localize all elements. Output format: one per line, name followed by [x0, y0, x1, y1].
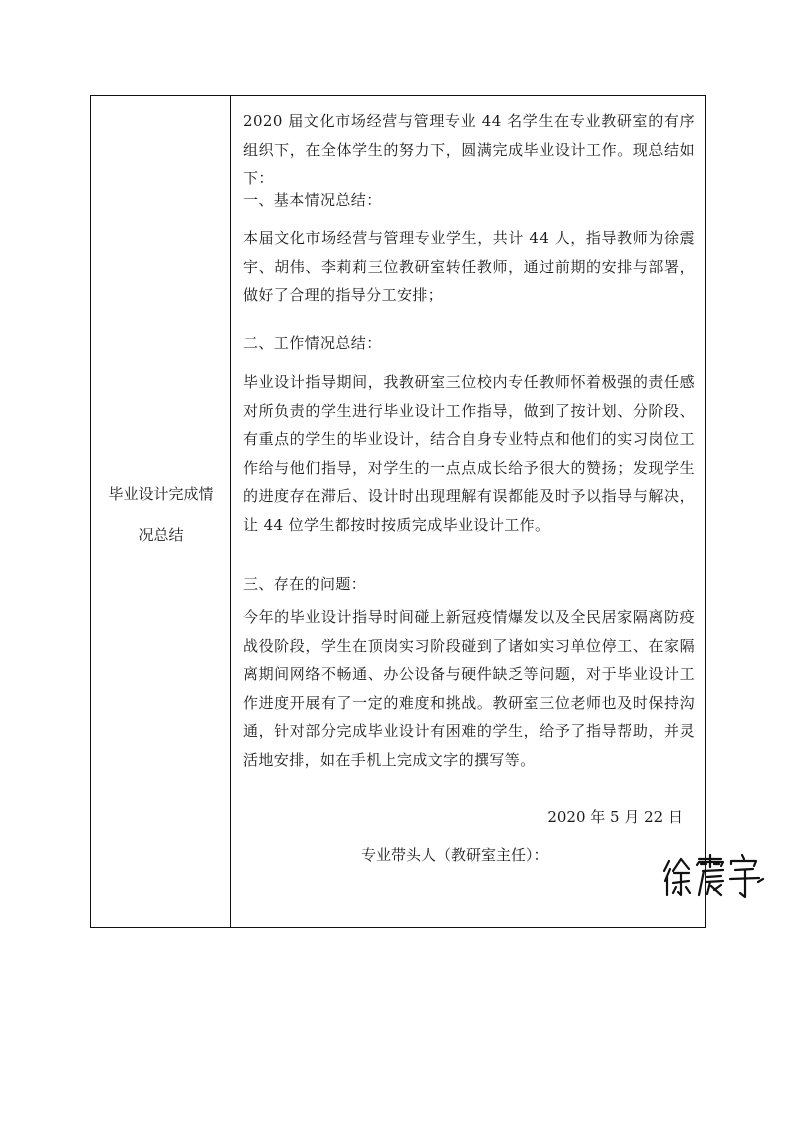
- work-summary-paragraph: 毕业设计指导期间，我教研室三位校内专任教师怀着极强的责任感对所负责的学生进行毕业设计工作指导，做到了按计划、分阶段、有重点的学生的毕业设计，结合自身专业特点和他们的实习岗位工作给与他们指导，对学生的一点点成长给予很大的赞扬；发现学生的进度存在滞后、设计时出现理解有误都能及时予以指导与解决，让 44 位学生都按时按质完成毕业设计工作。: [243, 373, 695, 534]
- leader-label: 专业带头人（教研室主任）：: [361, 846, 549, 864]
- handwritten-signature: [659, 851, 769, 903]
- basic-info-paragraph: 本届文化市场经营与管理专业学生，共计 44 人，指导教师为徐震宇、胡伟、李莉莉三位教研室转任教师，通过前期的安排与部署，做好了合理的指导分工安排；: [243, 229, 695, 304]
- summary-table: [90, 95, 706, 928]
- label-line-2: 况总结: [138, 526, 184, 544]
- issues-paragraph: 今年的毕业设计指导时间碰上新冠疫情爆发以及全民居家隔离防疫战役阶段，学生在顶岗实习阶段碰到了诸如实习单位停工、在家隔离期间网络不畅通、办公设备与硬件缺乏等问题，对于毕业设计工作进度开展有了一定的难度和挑战。教研室三位老师也及时保持沟通，针对部分完成毕业设计有困难的学生，给予了指导帮助，并灵活地安排，如在手机上完成文字的撰写等。: [243, 608, 695, 769]
- section-heading-basic: 一、基本情况总结：: [243, 191, 382, 209]
- intro-paragraph: 2020 届文化市场经营与管理专业 44 名学生在专业教研室的有序组织下，在全体学生的努力下，圆满完成毕业设计工作。现总结如下：: [243, 112, 695, 187]
- section-heading-issues: 三、存在的问题：: [243, 575, 367, 593]
- section-heading-work: 二、工作情况总结：: [243, 334, 382, 352]
- label-cell: [91, 96, 231, 927]
- label-line-1: 毕业设计完成情: [108, 485, 214, 503]
- date-line: 2020 年 5 月 22 日: [547, 808, 683, 826]
- content-cell: [231, 96, 705, 927]
